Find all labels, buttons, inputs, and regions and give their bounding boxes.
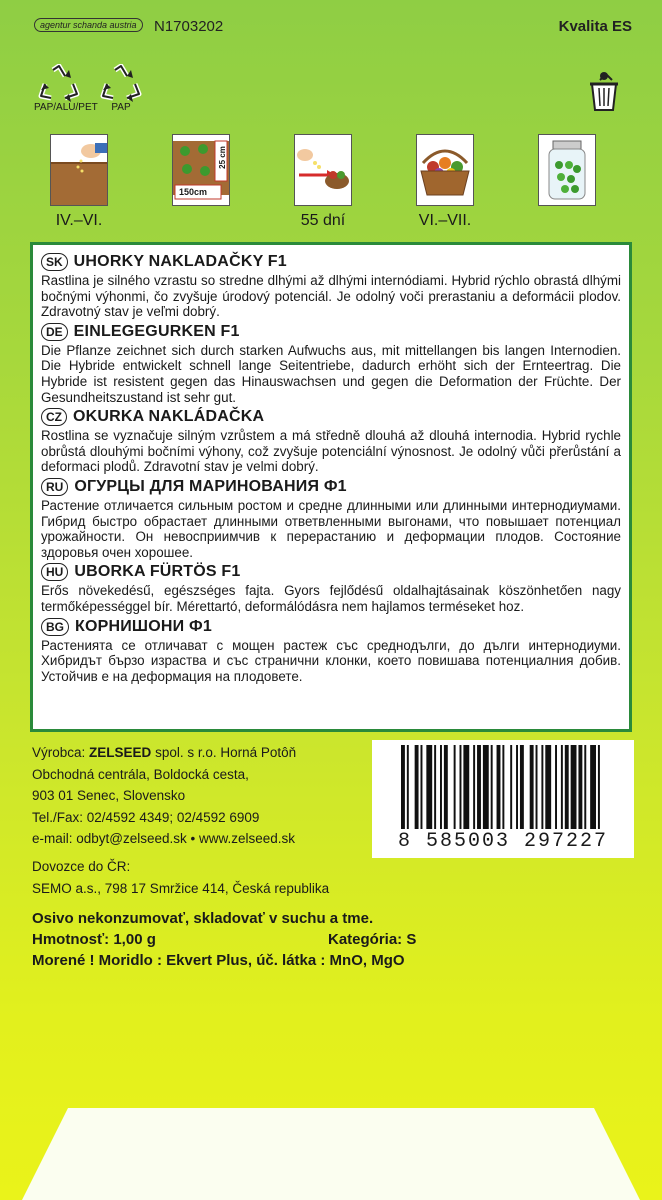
step-caption: VI.–VII. [418,212,472,229]
spacing-illustration [172,134,230,206]
barcode-bar [516,745,518,829]
recycle-symbol-pap-alu-pet [34,64,98,113]
barcode-bar [473,745,475,829]
barcode-bar [454,745,456,829]
description-panel [30,242,632,732]
barcode-bar [555,745,557,829]
recycle-icon [99,64,143,104]
packet-window [0,1108,662,1200]
recycle-label: PAP/ALU/PET [34,102,98,113]
producer-contact: e-mail: odbyt@zelseed.sk • www.zelseed.sk [32,831,296,846]
barcode-number [373,830,633,853]
barcode-bar [578,745,582,829]
description-cz [41,406,621,475]
barcode-bar [477,745,481,829]
storage-warning: Osivo nekonzumovať, skladovať v suchu a tme. [32,910,374,927]
variety-title: OKURKA NAKLÁDAČKA [73,408,265,426]
producer-label: Výrobca: [32,745,86,760]
description-sk [41,251,621,320]
barcode [372,740,634,858]
storage-notes [32,908,416,971]
barcode-bar [444,745,448,829]
barcode-bar [483,745,489,829]
language-badge: DE [41,323,68,341]
importer-label: Dovozce do ČR: [32,859,131,874]
product-code: N1703202 [154,18,224,35]
step-pickling [538,134,596,212]
barcode-bar [502,745,504,829]
recycle-label: PAP [111,102,131,113]
variety-title: UBORKA FÜRTÖS F1 [74,563,241,581]
weight-label: Hmotnosť: 1,00 g [32,931,156,948]
barcode-bar [440,745,442,829]
producer-phone: Tel./Fax: 02/4592 4349; 02/4592 6909 [32,809,260,825]
header-bar [34,16,632,38]
barcode-bars [381,745,625,829]
language-badge: CZ [41,408,67,426]
plant-spacing-label: 25 cm [217,146,227,169]
harvest-time-illustration [294,134,352,206]
recycle-symbol-pap [96,64,146,113]
variety-text: Erős növekedésű, egészséges fajta. Gyors fejlődésű oldalhajtásainak köszönhetően nagy termőképességgel bír. Mérettartó, deformálódásra nem hajlamos terméseket hoz. [41,583,621,614]
barcode-bar [520,745,524,829]
barcode-digit-prefix: 8 [397,830,412,853]
agency-logo: agentur schanda austria [34,18,143,32]
producer-city: 903 01 Senec, Slovensko [32,788,186,803]
description-bg [41,616,621,685]
category-label: Kategória: S [328,931,417,948]
producer-name: ZELSEED [89,745,152,760]
variety-title: EINLEGEGURKEN F1 [73,322,240,340]
barcode-bar [510,745,512,829]
description-hu [41,561,621,614]
variety-text: Растение отличается сильным ростом и средне длинными или длинными интернодиумами. Гибрид быстро обрастает длинными ответвленными выгонами, что повышает потенциал урожайности. Он невосприимчив к перерастанию и деформации плодов. Состояние здоровья очен хорошее. [41,497,621,560]
variety-text: Растенията се отличават с мощен растеж със среднодълги, до дълги интернодиуми. Хибридът бързо израства и със странични клонки, което повишава потенциалния добив. Устойчив е на деформация на плодовете. [41,637,621,684]
barcode-bar [565,745,569,829]
variety-title: ОГУРЦЫ ДЛЯ МАРИНОВАНИЯ Ф1 [74,477,347,495]
barcode-bar [571,745,577,829]
barcode-bar [401,745,405,829]
description-ru [41,476,621,560]
step-spacing [172,134,230,212]
step-harvest [416,134,474,230]
step-caption: 55 dní [300,212,346,229]
barcode-bar [491,745,493,829]
importer-info [32,856,329,899]
barcode-digits-left: 585003 [425,830,510,853]
sowing-illustration [50,134,108,206]
barcode-bar [463,745,469,829]
language-badge: SK [41,253,68,271]
barcode-bar [497,745,501,829]
variety-text: Rostlina se vyznačuje silným vzrůstem a má středně dlouhá až dlouhá internodia. Hybrid rychle obrůstá dlouhými bočními výhony, což zvyšuje potenciální výnosnost. Je odolný vůči přerůstání a deformaci plodů. Zdravotní stav je velmi dobrý. [41,428,621,475]
step-harvest-time [294,134,352,230]
barcode-bar [426,745,432,829]
recycle-icon [37,64,81,104]
language-badge: HU [41,563,68,581]
barcode-bar [415,745,419,829]
variety-text: Die Pflanze zeichnet sich durch starken Aufwuchs aus, mit mittellangen bis langen Internodien. Die Hybride entwickelt schnell lange Seitentriebe, dadurch erhöht sich der Ernteertrag. Die Hybride ist resistent gegen das Hinauswachsen und gegen die Deformation der Früchte. Der Gesundheitszustand ist sehr gut. [41,342,621,405]
barcode-bar [407,745,409,829]
producer-company: spol. s r.o. Horná Potôň [151,745,297,760]
variety-title: UHORKY NAKLADAČKY F1 [73,253,287,270]
barcode-bar [530,745,534,829]
importer-address: SEMO a.s., 798 17 Smržice 414, Česká republika [32,880,330,896]
barcode-bar [598,745,600,829]
pickle-jar-illustration [538,134,596,206]
step-sowing [50,134,108,230]
waste-bin-icon [586,70,622,117]
barcode-bar [421,745,423,829]
step-caption: IV.–VI. [55,212,103,229]
variety-title: КОРНИШОНИ Ф1 [75,617,212,635]
barcode-bar [590,745,596,829]
language-badge: BG [41,618,69,636]
row-spacing-label: 150cm [179,187,208,197]
barcode-bar [460,745,462,829]
barcode-bar [541,745,543,829]
producer-address: Obchodná centrála, Boldocká cesta, [32,766,249,782]
barcode-bar [434,745,436,829]
basket-illustration [416,134,474,206]
language-badge: RU [41,478,68,496]
quality-label: Kvalita ES [558,18,632,35]
barcode-bar [584,745,586,829]
barcode-bar [545,745,551,829]
description-de [41,321,621,405]
variety-text: Rastlina je silného vzrastu so stredne dlhými až dlhými internódiami. Hybrid rýchlo obrastá dlhými bočnými výhonmi, čo zvyšuje úrodový potenciál. Je odolný voči prerastaniu a deformácii plodov. Zdravotný stav je veľmi dobrý. [41,273,621,320]
growing-steps [50,134,620,234]
producer-info [32,742,296,850]
seed-treatment: Morené ! Moridlo : Ekvert Plus, úč. látka : MnO, MgO [32,952,405,969]
barcode-bar [536,745,538,829]
barcode-bar [561,745,563,829]
barcode-digits-right: 297227 [524,830,609,853]
